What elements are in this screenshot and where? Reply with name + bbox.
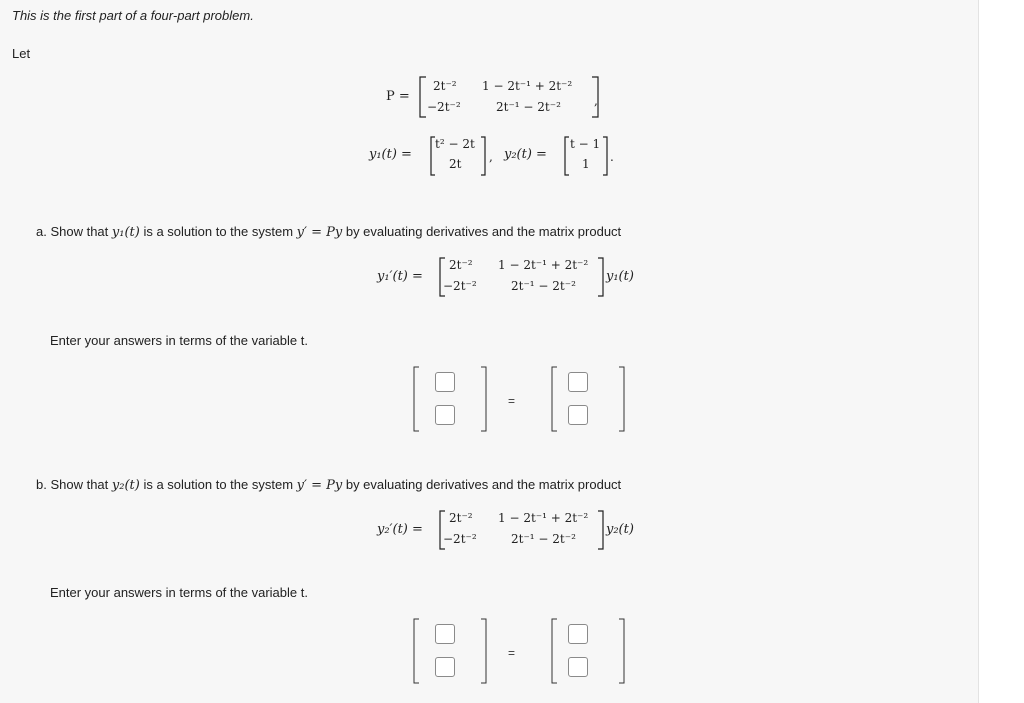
matrix-p-r2c1: −2t⁻² xyxy=(427,100,461,114)
y2-def-period: . xyxy=(610,150,614,164)
part-b-left-top-input[interactable] xyxy=(435,624,455,644)
part-a-hint: Enter your answers in terms of the variable t. xyxy=(50,333,308,348)
part-a-left-bottom-input[interactable] xyxy=(435,405,455,425)
part-b-m-r1c2: 1 − 2t⁻¹ + 2t⁻² xyxy=(498,511,589,525)
part-b-m-r1c1: 2t⁻² xyxy=(449,511,473,525)
part-a-right-top-input[interactable] xyxy=(568,372,588,392)
part-a-rhs-vec: y₁(t) xyxy=(606,269,634,284)
matrix-p-r2c2: 2t⁻¹ − 2t⁻² xyxy=(496,100,561,114)
y1-def-comma: , xyxy=(489,150,493,164)
y2-def-top: t − 1 xyxy=(570,137,601,151)
part-b-m-r2c1: −2t⁻² xyxy=(443,532,477,546)
part-a-question: a. Show that y₁(t) is a solution to the system y′ = Py by evaluating derivatives and the matrix product xyxy=(36,224,622,240)
matrix-p-label: P = xyxy=(386,89,410,104)
part-b-left-bottom-input[interactable] xyxy=(435,657,455,677)
part-b-right-top-input[interactable] xyxy=(568,624,588,644)
part-a-answer-right-brackets xyxy=(549,365,629,435)
y2-def-bottom: 1 xyxy=(582,157,590,171)
let-label: Let xyxy=(12,46,31,61)
part-a-m-r1c2: 1 − 2t⁻¹ + 2t⁻² xyxy=(498,258,589,272)
y1-def-label: y₁(t) = xyxy=(369,147,412,162)
matrix-p-comma: , xyxy=(594,94,598,108)
part-b-rhs-vec: y₂(t) xyxy=(606,522,634,537)
part-a-m-r2c1: −2t⁻² xyxy=(443,279,477,293)
matrix-p-r1c2: 1 − 2t⁻¹ + 2t⁻² xyxy=(482,79,573,93)
y1-def-top: t² − 2t xyxy=(435,137,475,151)
part-b-equals: = xyxy=(508,646,516,660)
matrix-p-r1c1: 2t⁻² xyxy=(433,79,457,93)
part-a-right-bottom-input[interactable] xyxy=(568,405,588,425)
part-b-answer-right-brackets xyxy=(549,617,629,687)
y2-def-label: y₂(t) = xyxy=(504,147,547,162)
part-b-question: b. Show that y₂(t) is a solution to the system y′ = Py by evaluating derivatives and the matrix product xyxy=(36,477,622,493)
part-b-hint: Enter your answers in terms of the variable t. xyxy=(50,585,308,600)
part-a-m-r1c1: 2t⁻² xyxy=(449,258,473,272)
part-a-m-r2c2: 2t⁻¹ − 2t⁻² xyxy=(511,279,576,293)
part-a-lhs: y₁′(t) = xyxy=(377,269,423,284)
part-b-lhs: y₂′(t) = xyxy=(377,522,423,537)
part-b-m-r2c2: 2t⁻¹ − 2t⁻² xyxy=(511,532,576,546)
intro-text: This is the first part of a four-part problem. xyxy=(12,8,254,23)
part-b-right-bottom-input[interactable] xyxy=(568,657,588,677)
y1-def-bottom: 2t xyxy=(449,157,462,171)
part-a-equals: = xyxy=(508,394,516,408)
part-a-left-top-input[interactable] xyxy=(435,372,455,392)
